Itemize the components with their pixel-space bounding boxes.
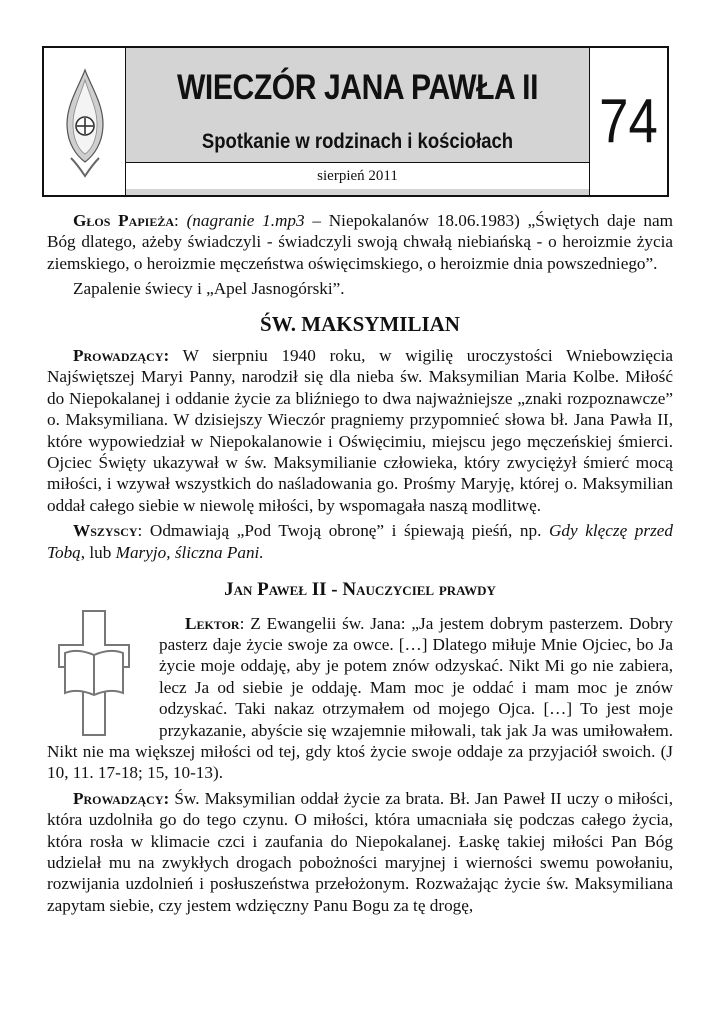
all-paragraph: Wszyscy: Odmawiają „Pod Twoją obronę” i śpiewają pieśń, np. Gdy klęczę przed Tobą, lub Maryjo, śliczna Pani. — [47, 521, 673, 562]
issue-date: sierpień 2011 — [126, 162, 589, 189]
subtitle: Spotkanie w rodzinach i kościołach — [201, 130, 514, 153]
document-body — [47, 210, 673, 916]
leader-text-2: Św. Maksymilian oddał życie za brata. Bł. Jan Paweł II uczy o miłości, która uzdolniła go do tego czynu. O miłości, która umacniała się podczas całego życia, która rosła w klimacie czci i zaufania do Niepokalanej. Łaskę takiej miłości Pan Bóg udzielał mu na zwykłych drogach pobożności maryjnej i wierności swemu powołaniu, rozwijania uzdolnień i posłuszeństwa przełożonym. Rozważając życie św. Maksymiliana zapytam siebie, czy jestem wdzięczny Panu Bogu za tę drogę, — [47, 788, 673, 915]
leader-label: Prowadzący: — [73, 346, 170, 366]
intro-text: – Niepokalanów 18.06.1983) „Świętych daje nam Bóg dlatego, ażeby świadczyli - świadczyli swoją chwałą niebiańską - o heroizmie życia ziemskiego, o heroizmie męczeństwa oświęcimskiego, o heroizmie dnia powszedniego”. — [47, 211, 673, 273]
header-box — [42, 46, 669, 197]
reader-paragraph — [47, 613, 673, 784]
intro-paragraph: Głos Papieża: (nagranie 1.mp3 – Niepokalanów 18.06.1983) „Świętych daje nam Bóg dlatego, ażeby świadczyli - świadczyli swoją chwałą niebiańską - o heroizmie życia ziemskiego, o heroizmie męczeństwa oświęcimskiego, o heroizmie dnia powszedniego”. — [47, 211, 673, 273]
intro-label: Głos Papieża — [73, 211, 174, 230]
reader-block — [47, 613, 673, 784]
leader-text: W sierpniu 1940 roku, w wigilię uroczystości Wniebowzięcia Najświętszej Maryi Panny, narodził się dla nieba św. Maksymilian Maria Kolbe. Miłość do Niepokalanej i oddanie życie za bliźniego to dwa najważniejsze „znaki rozpoznawcze” o. Maksymiliana. W dzisiejszy Wieczór pragniemy przypomnieć słowa bł. Jana Pawła II, które wypowiedział w Niepokalanowie i Oświęcimiu, miejscu jego męczeńskiej śmierci. Ojciec Święty ukazywał w św. Maksymilianie człowieka, który zwyciężył śmierć mocą miłości, i wzywał wszystkich do naśladowania go. Prośmy Maryję, której o. Maksymilian oddał całego siebie w niewolę miłości, by wspomagała naszą modlitwę. — [47, 346, 673, 515]
song-2: Maryjo, śliczna Pani. — [115, 542, 264, 562]
issue-number: 74 — [599, 87, 658, 156]
leader-paragraph-1 — [47, 345, 673, 516]
all-label: Wszyscy — [73, 521, 138, 541]
leader-label-2: Prowadzący: — [73, 788, 170, 808]
candle-flame-cross-icon — [59, 66, 111, 178]
main-title: WIECZÓR JANA PAWŁA II — [176, 68, 539, 107]
reader-text: : Z Ewangelii św. Jana: „Ja jestem dobrym pasterzem. Dobry pasterz daje życie swoje za owce. […] Dlatego miłuje Mnie Ojciec, bo Ja życie moje oddaję, aby je potem znów odzyskać. Nikt Mi go nie zabiera, lecz Ja od siebie je oddaję. Mam moc je oddać i mam moc je znów odzyskać. Taki nakaz otrzymałem od mojego Ojca. […] To jest moje przykazanie, abyście się wzajemnie miłowali, tak jak Ja was umiłowałem. Nikt nie ma większej miłości od tej, gdy ktoś życie swoje oddaje za przyjaciół swoich. (J 10, 11. 17-18; 15, 10-13). — [47, 613, 673, 783]
section-heading-teacher: Jan Paweł II - Nauczyciel prawdy — [224, 579, 496, 601]
section-heading-maksymilian: ŚW. MAKSYMILIAN — [260, 311, 460, 336]
candle-paragraph: Zapalenie świecy i „Apel Jasnogórski”. — [73, 279, 345, 299]
leader-paragraph-2 — [47, 788, 673, 916]
issue-number-cell — [590, 48, 667, 195]
reader-label: Lektor — [185, 613, 240, 633]
open-book-cross-icon — [57, 609, 131, 737]
song-1: Gdy klęczę przed Tobą — [47, 521, 673, 562]
title-cell — [126, 48, 590, 195]
intro-recording: (nagranie 1.mp3 — [186, 211, 305, 230]
logo-cell — [44, 48, 126, 195]
